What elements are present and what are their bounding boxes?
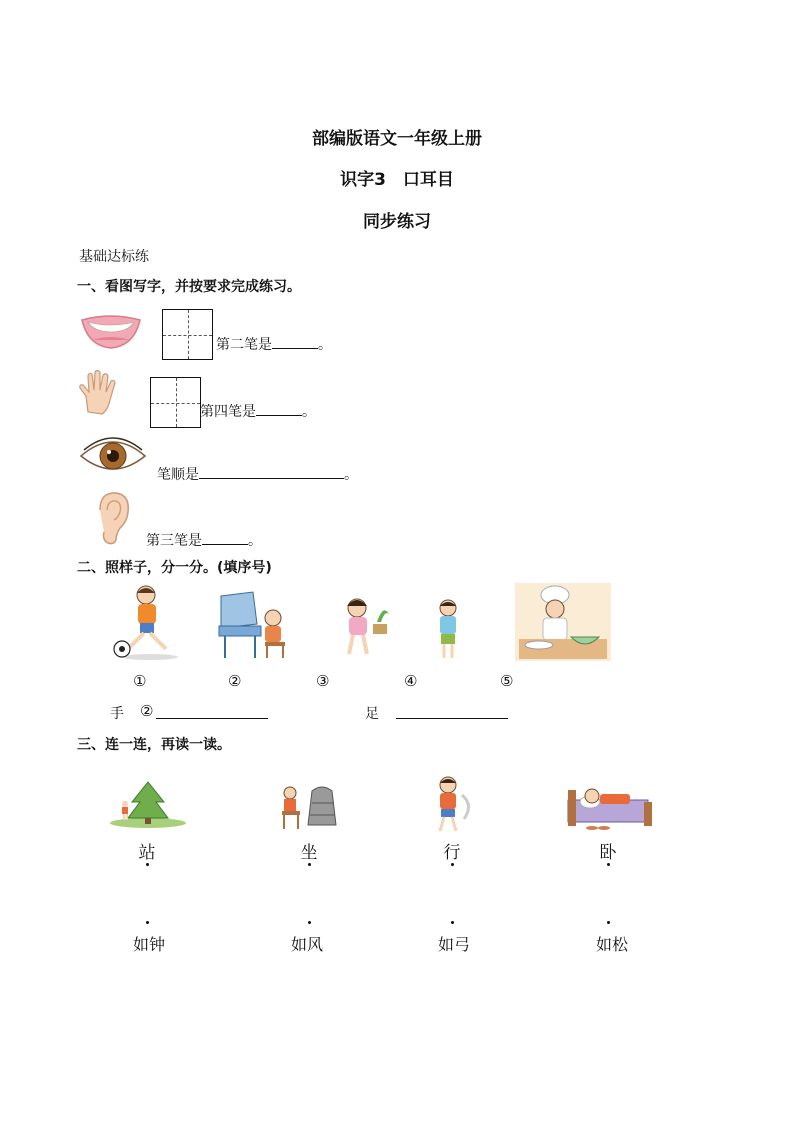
mouth-icon bbox=[78, 310, 144, 350]
match-dot-bottom-2[interactable] bbox=[308, 921, 311, 924]
match-top-word-2: 坐 bbox=[300, 843, 318, 863]
boy-standing-icon bbox=[433, 598, 463, 660]
question-1-title: 一、看图写字，并按要求完成练习。 bbox=[77, 279, 301, 295]
option-number-5: ⑤ bbox=[500, 672, 514, 690]
match-bottom-word-3: 如弓 bbox=[437, 935, 470, 954]
q1-item-2-text: 第四笔是 。 bbox=[200, 401, 316, 421]
option-number-3: ③ bbox=[316, 672, 330, 690]
match-dot-top-4[interactable] bbox=[607, 863, 610, 866]
boy-kicking-ball-icon bbox=[110, 583, 182, 661]
boy-walking-in-wind-icon bbox=[430, 775, 474, 833]
writing-grid-hand[interactable] bbox=[150, 377, 201, 428]
boy-standing-by-pine-icon bbox=[108, 778, 186, 828]
eye-icon bbox=[78, 432, 148, 480]
exercise-type-title: 同步练习 bbox=[363, 212, 431, 232]
question-3-title: 三、连一连，再读一读。 bbox=[77, 737, 231, 753]
option-number-1: ① bbox=[133, 672, 147, 690]
match-bottom-word-4: 如松 bbox=[595, 935, 628, 954]
q1-item-4-text: 第三笔是 。 bbox=[146, 530, 262, 550]
hand-example-answer: ② bbox=[140, 702, 154, 720]
hand-answer-blank[interactable] bbox=[156, 704, 268, 719]
match-bottom-word-1: 如钟 bbox=[132, 935, 165, 954]
boy-playing-piano-icon bbox=[217, 588, 289, 660]
boy-lying-in-bed-icon bbox=[562, 780, 654, 832]
q1-item-1-text: 第二笔是 。 bbox=[216, 334, 332, 354]
ear-icon bbox=[92, 490, 134, 546]
match-top-word-4: 卧 bbox=[599, 843, 617, 863]
book-title: 部编版语文一年级上册 bbox=[312, 129, 482, 149]
match-top-word-1: 站 bbox=[138, 843, 156, 863]
match-dot-top-3[interactable] bbox=[451, 863, 454, 866]
section-heading: 基础达标练 bbox=[79, 249, 149, 265]
match-dot-bottom-3[interactable] bbox=[451, 921, 454, 924]
girl-chef-baking-icon bbox=[515, 583, 611, 661]
match-dot-bottom-4[interactable] bbox=[607, 921, 610, 924]
question-2-title: 二、照样子，分一分。(填序号) bbox=[77, 560, 272, 576]
option-number-2: ② bbox=[228, 672, 242, 690]
option-number-4: ④ bbox=[404, 672, 418, 690]
answer-blank[interactable] bbox=[202, 530, 248, 545]
match-bottom-word-2: 如风 bbox=[290, 935, 323, 954]
match-top-word-3: 行 bbox=[443, 843, 461, 863]
boy-sitting-by-bell-icon bbox=[278, 783, 340, 831]
answer-blank[interactable] bbox=[199, 464, 344, 479]
q1-item-3-text: 笔顺是 。 bbox=[157, 464, 358, 484]
match-dot-top-1[interactable] bbox=[146, 863, 149, 866]
lesson-title: 识字3 口耳目 bbox=[340, 170, 454, 190]
answer-blank[interactable] bbox=[272, 334, 318, 349]
hand-category-label: 手 bbox=[110, 706, 124, 722]
match-dot-top-2[interactable] bbox=[308, 863, 311, 866]
foot-answer-blank[interactable] bbox=[396, 704, 508, 719]
match-dot-bottom-1[interactable] bbox=[146, 921, 149, 924]
writing-grid-mouth[interactable] bbox=[162, 309, 213, 360]
answer-blank[interactable] bbox=[256, 401, 302, 416]
foot-category-label: 足 bbox=[365, 706, 379, 722]
hand-icon bbox=[76, 368, 122, 418]
girl-watering-plant-icon bbox=[333, 594, 393, 660]
